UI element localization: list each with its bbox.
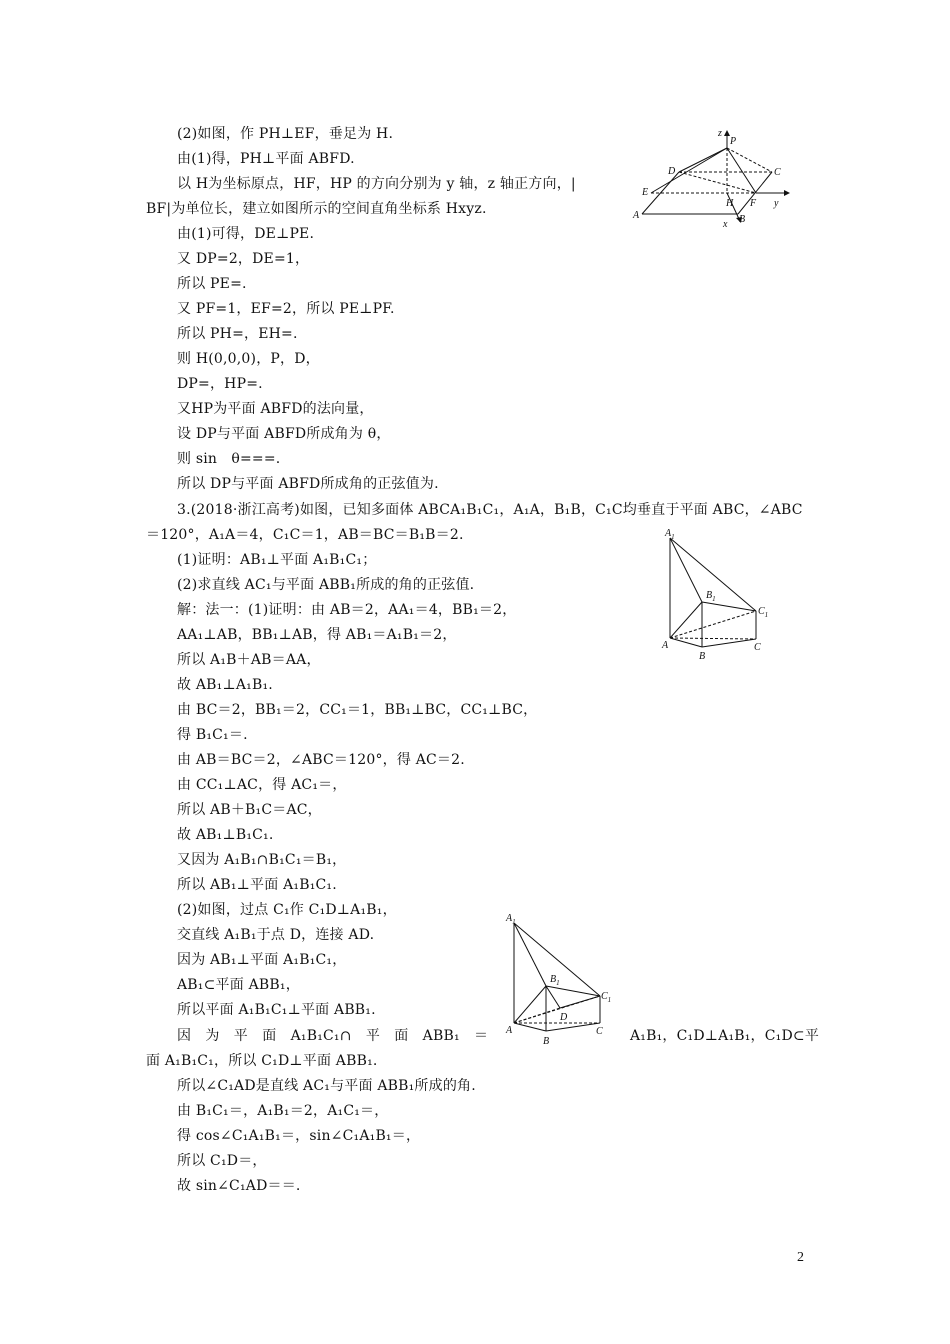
text-line: ＝120°，A₁A＝4，C₁C＝1，AB＝BC＝B₁B＝2. xyxy=(146,527,464,543)
pyramid-coordinate-figure xyxy=(626,126,794,230)
text-line: (2)求直线 AC₁与平面 ABB₁所成的角的正弦值. xyxy=(177,577,475,593)
fig1-label-z: z xyxy=(718,128,722,139)
text-line: 得 B₁C₁＝. xyxy=(177,727,248,743)
text-line: 由 AB＝BC＝2，∠ABC＝120°，得 AC＝2. xyxy=(177,752,465,768)
text-line: 则 H(0,0,0)，P，D， xyxy=(177,351,320,367)
text-line: DP=，HP=. xyxy=(177,376,263,392)
text-line: 所以 AB＋B₁C＝AC， xyxy=(177,802,322,818)
fig3-label-a1: $A_1$ xyxy=(506,913,516,926)
fig1-label-h: H xyxy=(726,198,734,209)
text-line: 所以平面 A₁B₁C₁⊥平面 ABB₁. xyxy=(177,1002,376,1018)
fig2-label-b1: $B_1$ xyxy=(706,590,716,603)
text-line: 3.(2018·浙江高考)如图，已知多面体 ABCA₁B₁C₁，A₁A，B₁B，C₁C均垂直于平面 ABC，∠ABC xyxy=(177,502,803,518)
text-line: 交直线 A₁B₁于点 D，连接 AD. xyxy=(177,927,375,943)
page-number: 2 xyxy=(797,1250,804,1265)
text-line: 又 DP=2，DE=1， xyxy=(177,251,310,267)
text-line: 由(1)可得，DE⊥PE. xyxy=(177,226,315,242)
fig2-label-b: B xyxy=(699,651,706,662)
fig1-label-f: F xyxy=(750,198,757,209)
text-line: 故 AB₁⊥A₁B₁. xyxy=(177,677,273,693)
text-line: 由(1)得，PH⊥平面 ABFD. xyxy=(177,151,355,167)
fig1-label-y: y xyxy=(774,198,779,209)
fig2-label-a: A xyxy=(662,640,669,651)
text-line: 所以∠C₁AD是直线 AC₁与平面 ABB₁所成的角. xyxy=(177,1078,476,1094)
text-line: 所以 C₁D＝， xyxy=(177,1153,267,1169)
text-line: 故 sin∠C₁AD＝＝. xyxy=(177,1178,301,1194)
fig3-label-c1: $C_1$ xyxy=(601,991,612,1004)
text-line: 以 H为坐标原点，HF，HP 的方向分别为 y 轴，z 轴正方向，| xyxy=(177,176,576,192)
text-line: 所以 A₁B＋AB＝AA， xyxy=(177,652,321,668)
text-line: 所以 AB₁⊥平面 A₁B₁C₁. xyxy=(177,877,337,893)
fig3-label-a: A xyxy=(506,1025,513,1036)
fig1-label-a: A xyxy=(633,210,640,221)
text-line: 面 A₁B₁C₁，所以 C₁D⊥平面 ABB₁. xyxy=(146,1053,378,1069)
text-line: 由 B₁C₁＝，A₁B₁＝2，A₁C₁＝， xyxy=(177,1103,389,1119)
text-line: 设 DP与平面 ABFD所成角为 θ， xyxy=(177,426,391,442)
fig1-label-d: D xyxy=(668,166,676,177)
text-line: (2)如图，过点 C₁作 C₁D⊥A₁B₁， xyxy=(177,902,397,918)
polyhedron-figure-with-d xyxy=(500,910,622,1050)
text-line: BF|为单位长，建立如图所示的空间直角坐标系 Hxyz. xyxy=(146,201,487,217)
text-line: 因为 AB₁⊥平面 A₁B₁C₁， xyxy=(177,952,347,968)
text-line: AB₁⊂平面 ABB₁， xyxy=(177,977,300,993)
text-line: AA₁⊥AB，BB₁⊥AB，得 AB₁＝A₁B₁＝2， xyxy=(177,627,457,643)
fig2-label-c: C xyxy=(754,642,761,653)
fig2-label-c1: $C_1$ xyxy=(758,606,769,619)
text-line: 因 为 平 面 A₁B₁C₁∩ 平 面 ABB₁ ＝ xyxy=(177,1028,489,1044)
fig1-label-b: B xyxy=(739,214,746,225)
fig1-label-c: C xyxy=(774,167,781,178)
text-line: (1)证明：AB₁⊥平面 A₁B₁C₁； xyxy=(177,552,377,568)
text-line: 又因为 A₁B₁∩B₁C₁＝B₁， xyxy=(177,852,347,868)
fig1-label-x: x xyxy=(723,219,728,230)
fig1-label-p: P xyxy=(730,136,737,147)
text-line: 故 AB₁⊥B₁C₁. xyxy=(177,827,274,843)
text-line: (2)如图，作 PH⊥EF，垂足为 H. xyxy=(177,126,394,142)
text-line: 由 CC₁⊥AC，得 AC₁＝， xyxy=(177,777,347,793)
text-line: 又HP为平面 ABFD的法向量， xyxy=(177,401,374,417)
fig2-label-a1: $A_1$ xyxy=(665,528,675,541)
text-line: A₁B₁，C₁D⊥A₁B₁，C₁D⊂平 xyxy=(630,1028,820,1044)
text-line: 所以 DP与平面 ABFD所成角的正弦值为. xyxy=(177,476,439,492)
fig3-label-b1: $B_1$ xyxy=(550,974,560,987)
polyhedron-figure xyxy=(656,526,776,666)
fig3-label-b: B xyxy=(543,1036,550,1047)
text-line: 得 cos∠C₁A₁B₁＝，sin∠C₁A₁B₁＝， xyxy=(177,1128,421,1144)
fig1-label-e: E xyxy=(642,187,649,198)
text-line: 又 PF=1，EF=2，所以 PE⊥PF. xyxy=(177,301,395,317)
text-line: 所以 PE=. xyxy=(177,276,247,292)
text-line: 所以 PH=，EH=. xyxy=(177,326,298,342)
fig3-label-d: D xyxy=(560,1012,568,1023)
text-line: 解：法一：(1)证明：由 AB＝2，AA₁＝4，BB₁＝2， xyxy=(177,602,517,618)
text-line: 则 sin θ===. xyxy=(177,451,281,467)
text-line: 由 BC＝2，BB₁＝2，CC₁＝1，BB₁⊥BC，CC₁⊥BC， xyxy=(177,702,538,718)
fig3-label-c: C xyxy=(596,1026,603,1037)
